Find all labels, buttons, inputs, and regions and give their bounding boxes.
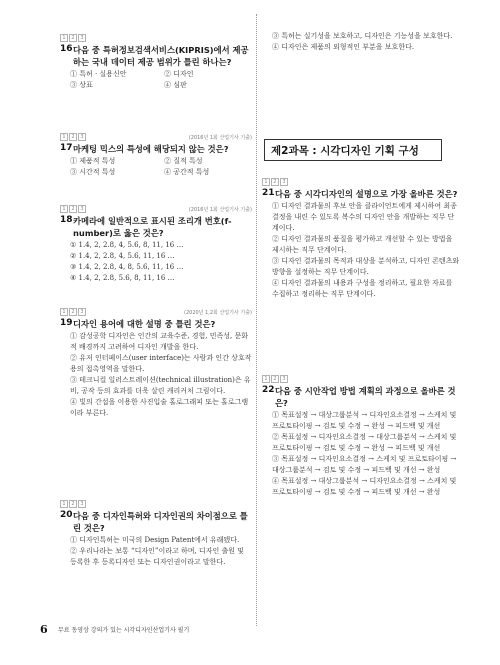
question-16 <box>60 34 252 91</box>
check-boxes[interactable]: 1 2 3 <box>60 500 86 508</box>
question-text: 디자인 용어에 대한 설명 중 틀린 것은? <box>73 319 216 329</box>
option-1[interactable]: ① 제품적 특성 <box>70 157 116 165</box>
check-boxes[interactable]: 1 2 3 <box>60 308 86 316</box>
check-boxes[interactable]: 1 2 3 <box>262 178 288 186</box>
question-text: 다음 중 시안작업 방법 계획의 과정으로 올바른 것은? <box>275 386 456 408</box>
question-text: 다음 중 디자인특허와 디자인권의 차이점으로 틀린 것은? <box>73 511 248 533</box>
question-source: (2016년 1회 산업기사 기출) <box>188 134 252 141</box>
option-3[interactable]: ③ 디자인 결과물의 목적과 대상을 분석하고, 디자인 콘텐츠와 방향을 설정하는 직무 단계이다. <box>272 257 460 276</box>
footer-text: 무료 동영상 강의가 있는 시각디자인산업기사 필기 <box>58 626 190 634</box>
column-divider <box>256 14 257 626</box>
question-22 <box>262 375 460 498</box>
option-1[interactable]: ① 1.4, 2, 2.8, 4, 5.6, 8, 11, 16 … <box>70 241 184 249</box>
option-1[interactable]: ① 특허 · 실용신안 <box>70 70 127 78</box>
option-2[interactable]: ② 유저 인터페이스(user interface)는 사람과 인간 상호작용의 접촉영역을 말한다. <box>70 354 252 373</box>
option-4[interactable]: ④ 공간적 특성 <box>164 168 210 176</box>
option-3[interactable]: ③ 상표 <box>70 81 93 89</box>
question-20-continued <box>262 30 460 53</box>
page-footer <box>40 622 460 636</box>
question-19 <box>60 308 252 419</box>
option-2[interactable]: ② 디자인 <box>164 70 194 78</box>
check-boxes[interactable]: 1 2 3 <box>60 34 86 42</box>
question-number: 17 <box>60 143 73 153</box>
option-4[interactable]: ④ 디자인은 제품의 외형적인 부분을 보호한다. <box>272 43 415 51</box>
question-21 <box>262 178 460 300</box>
question-text: 다음 중 시각디자인의 설명으로 가장 올바른 것은? <box>275 189 458 199</box>
option-2[interactable]: ② 목표설정 → 디자인요소결정 → 대상그룹분석 → 스케치 및 프로토타이핑 → 검토 및 수정 → 완성 → 피드백 및 개선 <box>272 433 457 452</box>
question-number: 18 <box>60 215 73 225</box>
question-number: 21 <box>262 188 275 198</box>
question-text: 카메라에 일반적으로 표시된 조리개 번호(f-number)로 옳은 것은? <box>73 216 232 238</box>
option-2[interactable]: ② 디자인 결과물의 품질을 평가하고 개선할 수 있는 방법을 제시하는 직무 단계이다. <box>272 235 453 254</box>
option-1[interactable]: ① 디자인특허는 미국의 Design Patent에서 유래됐다. <box>70 536 240 544</box>
option-4[interactable]: ④ 디자인 결과물의 내용과 구성을 정리하고, 필요한 자료를 수집하고 정리하는 직무 단계이다. <box>272 279 453 298</box>
question-18 <box>60 205 252 284</box>
question-source: (2016년 1회 산업기사 기출) <box>188 206 252 213</box>
option-1[interactable]: ① 목표설정 → 대상그룹분석 → 디자인요소결정 → 스케치 및 프로토타이핑 → 검토 및 수정 → 완성 → 피드백 및 개선 <box>272 411 457 430</box>
section-title: 제2과목 : 시각디자인 기획 구성 <box>264 139 442 161</box>
option-4[interactable]: ④ 빛의 간섭을 이용한 사진입술 홀로그래피 또는 홀로그램이라 부른다. <box>70 398 249 417</box>
option-4[interactable]: ④ 1.4, 2, 2.8, 5.6, 8, 11, 16 … <box>70 274 175 282</box>
question-source: (2020년 1,2회 산업기사 기출) <box>184 309 252 316</box>
question-text: 다음 중 특허정보검색서비스(KIPRIS)에서 제공하는 국내 데이터 제공 범위가 틀린 하나는? <box>73 45 249 67</box>
question-number: 16 <box>60 44 73 54</box>
option-1[interactable]: ① 디자인 결과물의 후보 안을 클라이언트에게 제시하여 최종 결정을 내린 수 있도록 복수의 디자인 안을 개발하는 직무 단계이다. <box>272 202 457 232</box>
option-4[interactable]: ④ 심판 <box>164 81 187 89</box>
option-2[interactable]: ② 질적 특성 <box>164 157 203 165</box>
question-20 <box>60 500 252 568</box>
option-2[interactable]: ② 1.4, 2, 2.8, 4, 5.6, 11, 16 … <box>70 252 175 260</box>
option-2[interactable]: ② 우리나라는 보통 “디자인”이라고 하며, 디자인 출원 및 등록한 후 등록디자인 또는 디자인권이라고 말한다. <box>70 547 244 566</box>
question-number: 19 <box>60 318 73 328</box>
question-number: 20 <box>60 510 73 520</box>
page-number: 6 <box>40 622 48 636</box>
question-17 <box>60 133 252 178</box>
option-1[interactable]: ① 감성공학 디자인은 인간의 교육수준, 경험, 민족성, 문화적 배경까지 고려하여 디자인 개발을 한다. <box>70 332 249 351</box>
check-boxes[interactable]: 1 2 3 <box>60 205 86 213</box>
check-boxes[interactable]: 1 2 3 <box>262 375 288 383</box>
check-boxes[interactable]: 1 2 3 <box>60 133 86 141</box>
option-3[interactable]: ③ 시간적 특성 <box>70 168 116 176</box>
option-3[interactable]: ③ 특허는 실기성을 보호하고, 디자인은 기능성을 보호한다. <box>272 32 453 40</box>
option-3[interactable]: ③ 목표설정 → 디자인요소결정 → 스케치 및 프로토타이핑 → 대상그룹분석 → 검토 및 수정 → 피드백 및 개선 → 완성 <box>272 455 457 474</box>
question-number: 22 <box>262 385 275 395</box>
option-3[interactable]: ③ 테크니컬 일러스트레이션(technical illustration)은 유비, 공작 등의 효과를 더욱 살린 캐리커처 그림이다. <box>70 376 251 395</box>
option-3[interactable]: ③ 1.4, 2, 2.8, 4, 8, 5.6, 11, 16 … <box>70 263 184 271</box>
question-text: 마케팅 믹스의 특성에 해당되지 않는 것은? <box>73 144 229 154</box>
option-4[interactable]: ④ 목표설정 → 대상그룹분석 → 디자인요소결정 → 스케치 및 프로토타이핑 → 검토 및 수정 → 피드백 및 개선 → 완성 <box>272 477 457 496</box>
